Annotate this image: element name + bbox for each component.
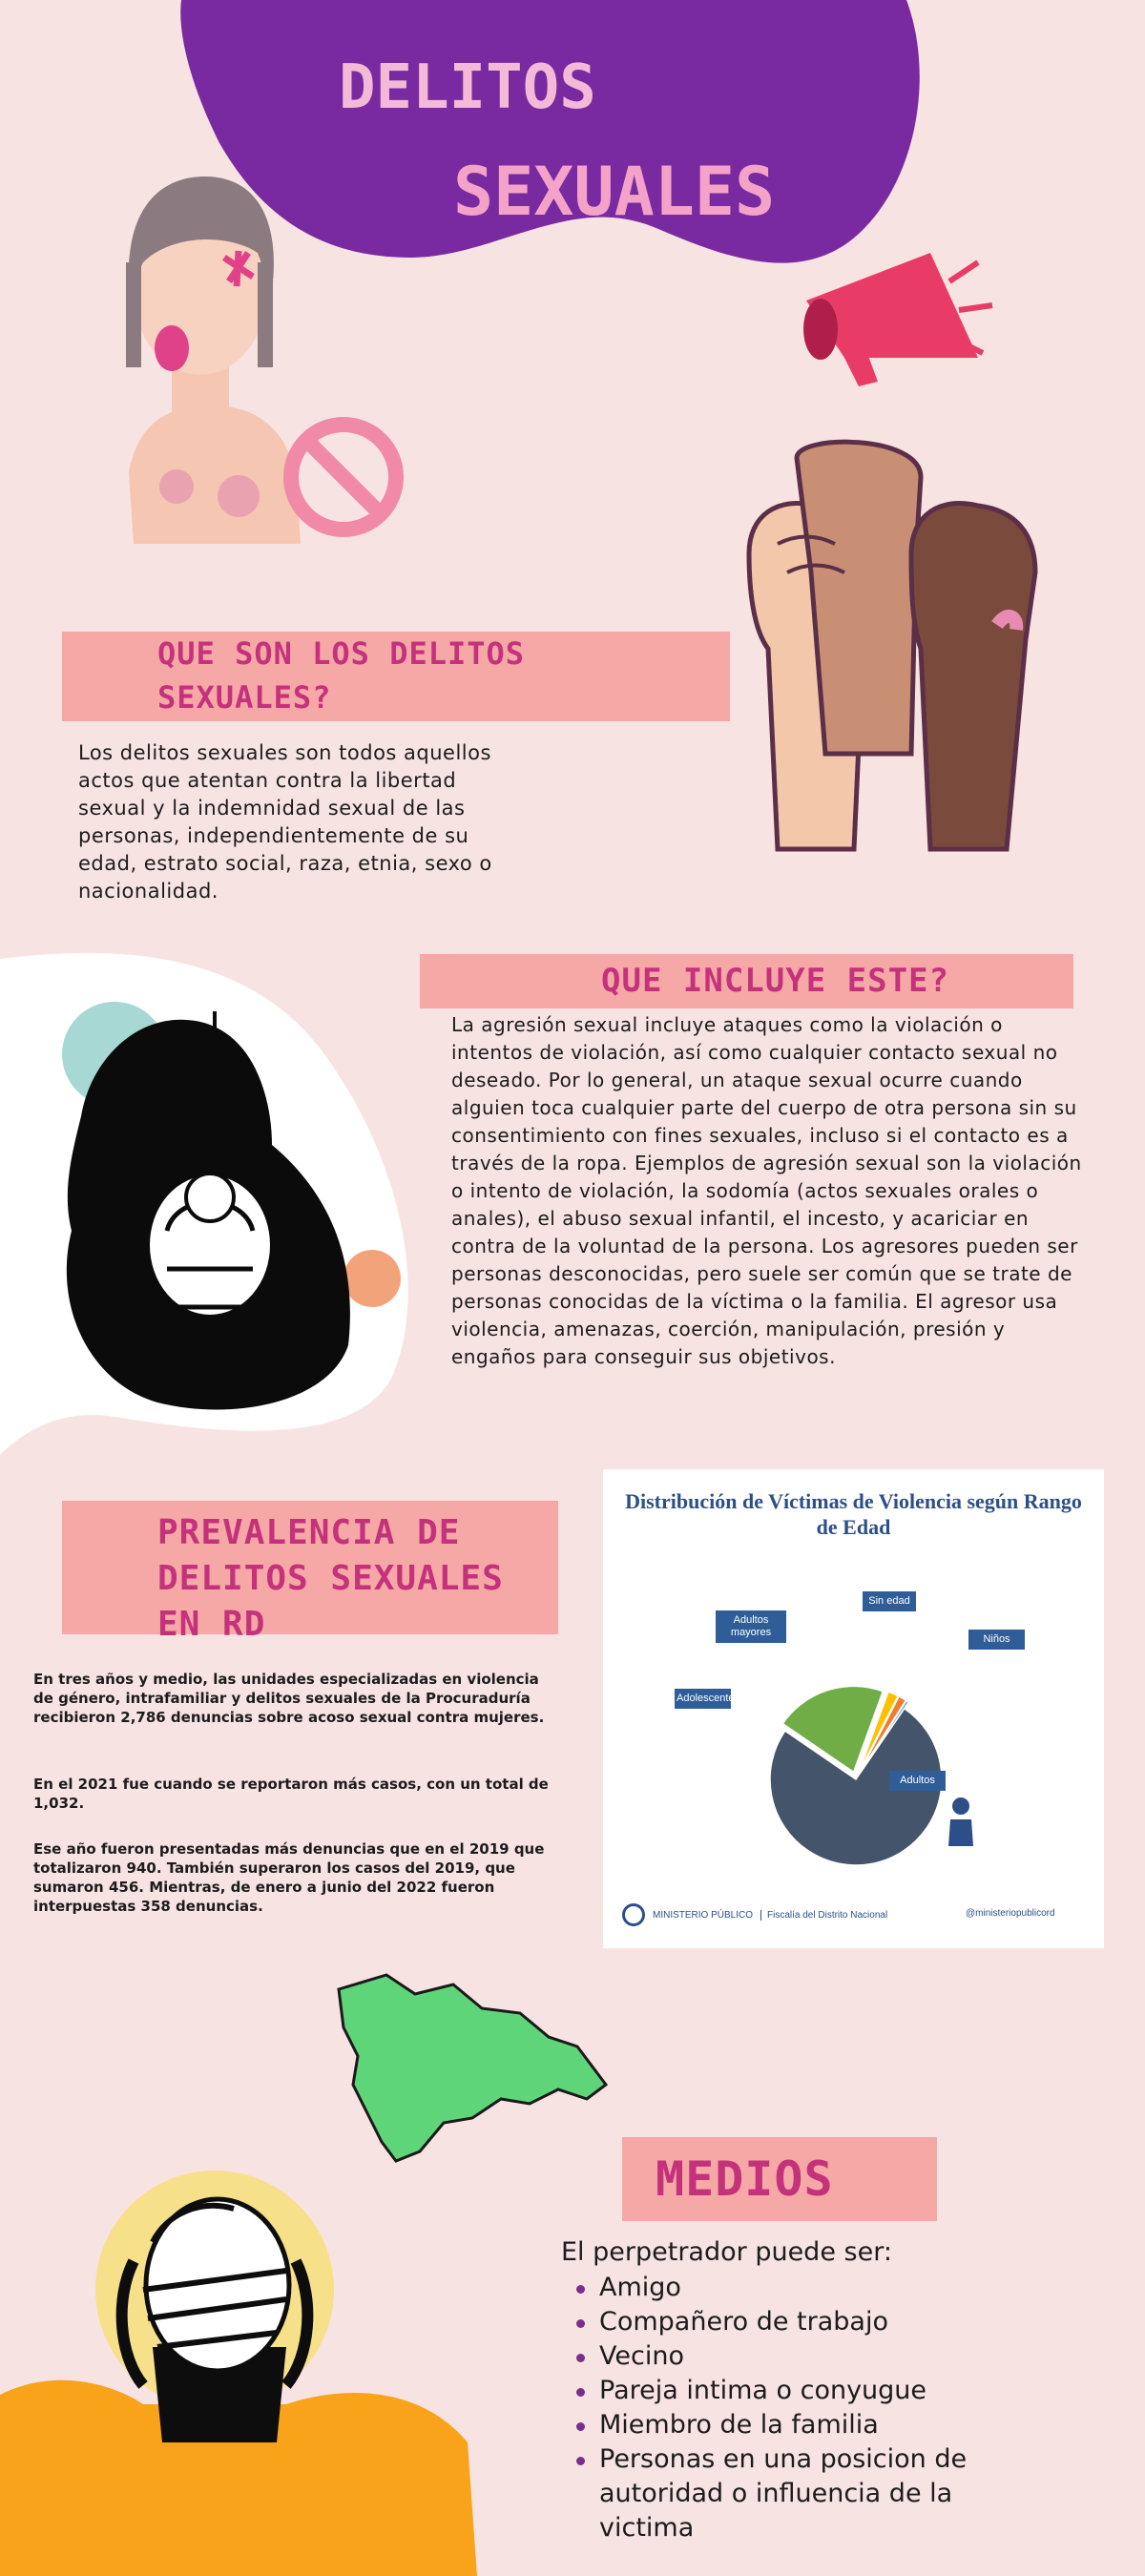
list-item: Pareja intima o conyugue: [565, 2374, 1004, 2408]
pie-label-adultos-mayores: Adultos mayores: [716, 1610, 786, 1643]
list-item: Amigo: [565, 2271, 1004, 2305]
chart-card: [603, 1469, 1104, 1948]
section-prevalence-heading: PREVALENCIA DE DELITOS SEXUALES EN RD: [62, 1501, 558, 1634]
pie-label-sin-edad: Sin edad: [863, 1591, 916, 1611]
list-item: Compañero de trabajo: [565, 2305, 1004, 2339]
dominican-republic-map: [329, 1970, 615, 2180]
perpetrator-list: [565, 2271, 1004, 2545]
chart-title: Distribución de Víctimas de Violencia según Rango de Edad: [625, 1489, 1082, 1539]
section-medios-heading: MEDIOS: [622, 2137, 937, 2221]
victim-illustration: [67, 167, 410, 549]
title-line-1: DELITOS: [339, 52, 596, 123]
title-line-2: SEXUALES: [453, 153, 776, 231]
section-includes-heading: QUE INCLUYE ESTE?: [420, 954, 1073, 1008]
pie-chart: [603, 1469, 1104, 1948]
chart-footer-mid: Fiscalía del Distrito Nacional: [760, 1910, 887, 1921]
list-item: Miembro de la familia: [565, 2408, 1004, 2442]
prevalence-paragraph-1: En tres años y medio, las unidades especializadas en violencia de género, intrafamiliar y delitos sexuales de la Procuraduría recibieron 2,786 denuncias sobre acoso sexual contra mujeres.: [33, 1671, 545, 1726]
pie-label-adolescentes: Adolescentes: [675, 1689, 731, 1709]
chart-footer-left: MINISTERIO PÚBLICO: [653, 1909, 754, 1921]
person-icon: [948, 1797, 973, 1846]
ministerio-logo-icon: [622, 1903, 645, 1926]
prevalence-paragraph-3: Ese año fueron presentadas más denuncias que en el 2019 que totalizaron 940. También superaron los casos del 2019, que sumaron 456. Mientras, de enero a junio del 2022 fueron interpuestas 358 denuncias.: [33, 1840, 545, 1915]
megaphone-icon: [787, 243, 997, 396]
shadow-child-illustration: [43, 1002, 406, 1422]
fists-illustration: [720, 439, 1054, 859]
chart-footer-logo: [622, 1903, 887, 1926]
list-item: Personas en una posicion de autoridad o influencia de la victima: [565, 2442, 1004, 2545]
section-what-body: Los delitos sexuales son todos aquellos actos que atentan contra la libertad sexual y la indemnidad sexual de las personas, independientemente de su edad, estrato social, raza, etnia, sexo o nacionalidad.: [78, 741, 492, 903]
section-what-heading: QUE SON LOS DELITOS SEXUALES?: [62, 632, 730, 721]
list-item: Vecino: [565, 2339, 1004, 2374]
section-includes-body: La agresión sexual incluye ataques como la violación o intentos de violación, así como cualquier contacto sexual no deseado. Por lo general, un ataque sexual ocurre cuando alguien toca cualquier parte del cuerpo de otra persona sin su consentimiento con fines sexuales, incluso si el contacto es a través de la ropa. Ejemplos de agresión sexual son la violación o intento de violación, la sodomía (actos sexuales orales o anales), el abuso sexual infantil, el incesto, y acariciar en contra de la voluntad de la persona. Los agresores pueden ser personas desconocidas, pero suele ser común que se trate de personas conocidas de la víctima o la familia. El agresor usa violencia, amenazas, coerción, manipulación, presión y engaños para conseguir sus objetivos.: [451, 1013, 1082, 1368]
distressed-person-illustration: [0, 2156, 477, 2576]
prevalence-paragraph-2: En el 2021 fue cuando se reportaron más casos, con un total de 1,032.: [33, 1776, 549, 1812]
pie-label-ninos: Niños: [968, 1630, 1025, 1650]
chart-footer-right: @ministeriopublicord: [966, 1908, 1055, 1919]
medios-intro: El perpetrador puede ser:: [561, 2237, 892, 2267]
pie-label-adultos: Adultos: [889, 1771, 946, 1791]
